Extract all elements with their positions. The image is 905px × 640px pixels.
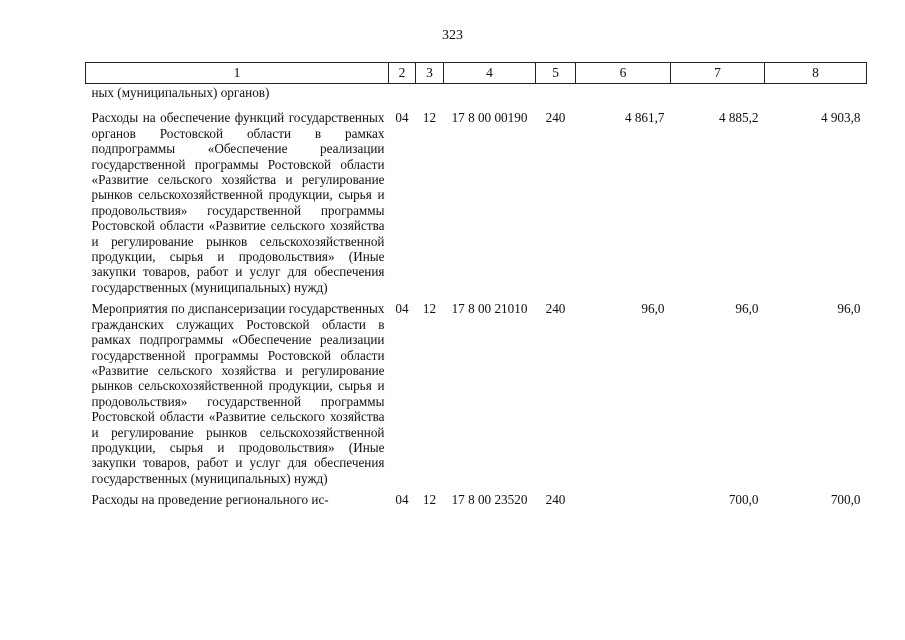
header-col-5: 5 bbox=[536, 63, 576, 84]
row-subsection: 12 bbox=[422, 492, 437, 508]
table-row bbox=[86, 486, 867, 507]
row-expense-type: 240 bbox=[545, 301, 566, 317]
row-expense-type: 240 bbox=[545, 492, 566, 508]
row-section: 04 bbox=[395, 492, 409, 508]
header-col-4: 4 bbox=[444, 63, 536, 84]
row-subsection: 12 bbox=[422, 110, 437, 126]
header-col-6: 6 bbox=[576, 63, 671, 84]
row-value-col7: 4 885,2 bbox=[718, 110, 759, 126]
row-subsection: 12 bbox=[422, 301, 437, 317]
row-value-col8: 700,0 bbox=[830, 492, 861, 508]
row-value-col8: 96,0 bbox=[837, 301, 861, 317]
header-col-7: 7 bbox=[671, 63, 765, 84]
header-col-1: 1 bbox=[86, 63, 389, 84]
row-section: 04 bbox=[395, 110, 409, 126]
header-col-3: 3 bbox=[416, 63, 444, 84]
row-target-article: 17 8 00 23520 bbox=[451, 492, 528, 508]
table-row bbox=[86, 295, 867, 486]
row-value-col7: 700,0 bbox=[728, 492, 759, 508]
row-value-col6: 4 861,7 bbox=[624, 110, 665, 126]
row-target-article: 17 8 00 00190 bbox=[451, 110, 528, 126]
row-description: Мероприятия по диспансеризации государственных гражданских служащих Ростовской области в рамках подпрограммы «Обеспечение реализации государственной программы Ростовской области «Развитие сельского хозяйства и регулирование рынков сельскохозяйственной продукции, сырья и продовольствия» государственной программы Ростовской области «Развитие сельского хозяйства и регулирование рынков сельскохозяйственной продукции, сырья и продовольствия» (Иные закупки товаров, работ и услуг для обеспечения государственных (муниципальных) нужд) bbox=[91, 301, 385, 486]
row-description: Расходы на проведение регионального ис- bbox=[91, 492, 329, 508]
row-target-article: 17 8 00 21010 bbox=[451, 301, 528, 317]
table-header-row bbox=[86, 63, 867, 84]
page-number: 323 bbox=[442, 28, 463, 43]
row-value-col6 bbox=[576, 486, 671, 507]
row-value-col8: 4 903,8 bbox=[820, 110, 861, 126]
row-value-col7: 96,0 bbox=[735, 301, 759, 317]
row-description: Расходы на обеспечение функций государственных органов Ростовской области в рамках подпрограммы «Обеспечение реализации государственной программы Ростовской области «Развитие сельского хозяйства и регулирование рынков сельскохозяйственной продукции, сырья и продовольствия» государственной программы Ростовской области «Развитие сельского хозяйства и регулирование рынков сельскохозяйственной продукции, сырья и продовольствия» (Иные закупки товаров, работ и услуг для обеспечения государственных (муниципальных) нужд) bbox=[91, 110, 385, 295]
row-expense-type: 240 bbox=[545, 110, 566, 126]
header-col-2: 2 bbox=[389, 63, 416, 84]
table-row bbox=[86, 84, 867, 105]
row-value-col6: 96,0 bbox=[641, 301, 665, 317]
header-col-8: 8 bbox=[765, 63, 867, 84]
continuation-text: ных (муниципальных) органов) bbox=[91, 85, 270, 100]
row-section: 04 bbox=[395, 301, 409, 317]
table-row bbox=[86, 104, 867, 295]
budget-table bbox=[85, 62, 867, 508]
